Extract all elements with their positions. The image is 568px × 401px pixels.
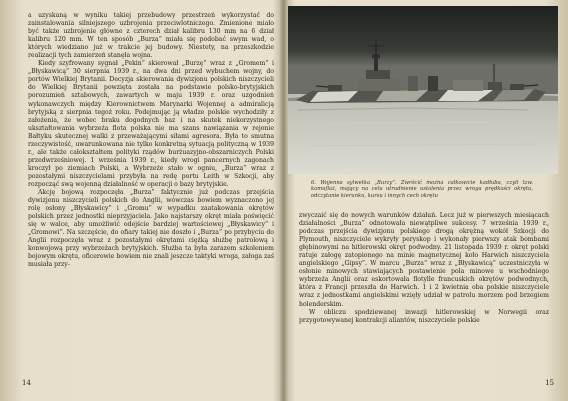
photo-caption: 6. Wojenna sylwetka „Burzy”. Zwrócić można całkowicie kadłuba, czyli tzw. kamuflaż, mający na celu utrudnienie ustalenia przez wroga prędkości okrętu, odczytanie kierunku, kursu i innych cech okrętu [311,180,533,199]
page-number: 14 [22,379,31,387]
paragraph: W obliczu spodziewanej inwazji hitlerowskiej w Norwegii oraz przygotowywanej kontrakcji aliantów, niszczyciele polskie [299,308,549,324]
right-body-text [299,212,549,325]
warship-illustration [288,6,558,174]
paragraph: Kiedy szyfrowany sygnał „Pekin” skierował „Burzę” wraz z „Gromem” i „Błyskawicą” 30 sierpnia 1939 r., na dwa dni przed wybuchem wojny, do portów Wielkiej Brytanii. Decyzja skierowania dywizjonu polskich niszczycieli do Wielkiej Brytanii powzięta została na podstawie polsko-brytyjskich porozumień sztabowych, zawartych w maju 1939 r. oraz uzgodnień wykonawczych między Kierownictwem Marynarki Wojennej a admiralicją brytyjską z sierpnia tegoż roku. Podejmując ją władze polskie wychodziły z założenia, że wobec braku dogodnych baz i na skutek niekorzystnego ukształtowania wybrzeża flota polska nie ma szans nawiązania w rejonie Bałtyku skutecznej walki z przeważającymi siłami agresora. Była to smutna rzeczywistość, uwarunkowana nie tylko konkretną sytuacją polityczną w 1939 r., ale także całokształtem polityki rządów burżuazyjno-obszarniczych Polski przedwrześniowej. 1 września 1939 r., kiedy wrogi pancernych zagonach kroczył po ziemiach Polski, a Wybrzeże stało w ogniu, „Burza” wraz z pozostałymi niszczycielami przybyła na redę portu Leith w Szkocji, aby rozpocząć swą wojenną działalność w operacji o bazy brytyjskie. [28,60,274,188]
paragraph: zwyczaić się do nowych warunków działań. Lecz już w pierwszych miesiącach działalności „Burza” odnotowała niewątpliwe sukcesy. 7 września 1939 r., podczas przejścia dywizjonu polskiego drogą okrężną wokół Szkocji do Plymouth, niszczyciele wykryły peryskop i wykonały pierwszy atak bombami głębinowymi na hitlerowski okręt podwodny. 21 listopada 1939 r. okręt polski ratuje załogę zatopionego na minie magnetycznej koło Harwich niszczyciela angielskiego „Gipsy”. W marcu „Burza” wraz z „Błyskawicą” uczestniczyła w osłonie minowych stawiających postawienie pola minowe u wschodniego wybrzeża Anglii oraz eskortowała flotylle francuskich okrętów podwodnych, która z Francji przeszła do Harwich. 1 i 2 kwietnia oba polskie niszczyciele wraz z jednostkami angielskimi wzięły udział w patrolu morzem pod brzegiem holenderskim. [299,212,549,308]
page-number: 15 [545,379,554,387]
left-body-text [28,12,274,270]
right-page [285,0,568,401]
paragraph: Akcję bojową rozpoczęła „Burza” faktycznie już podczas przejścia dywizjonu niszczycieli polskich do Anglii, wówczas bowiem wyznaczono jej rolę osłony „Błyskawicy” i „Gromu” w wypadku zaatakowania okrętów polskich przez jednostki nieprzyjaciela. Jako najstarszy okręt miała poświęcić się w walce, aby umożliwić odejście bardziej wartościowej „Błyskawicy” i „Gromowi”. Na szczęście, do ofiary takiej nie doszło i „Burza” po przybyciu do Anglii rozpoczęła wraz z pozostałymi okrętami ciężką służbę patrolową i konwojową przy wybrzeżach brytyjskich. Służba ta była zarazem szkoleniem bojowym okrętu, oficerowie bowiem nie znali jeszcze taktyki wroga, załoga zaś musiała przy- [28,189,275,269]
left-page [0,0,282,401]
paragraph: a uzyskaną w wyniku takiej przebudowy przestrzeń wykorzystać do zainstalowania silniejszego uzbrojenia przeciwlotniczego. Zmienione miało być także uzbrojenie główne z czterech dział kalibru 130 mm na 6 dział kalibru 120 mm. W ten sposób „Burza” miała się podobać swym wad, o których wiedziano już w trakcie jej budowy. Niestety, na przeszkodzie realizacji tych zamierzeń stanęła wojna. [28,12,274,60]
warship-photo [288,6,558,174]
